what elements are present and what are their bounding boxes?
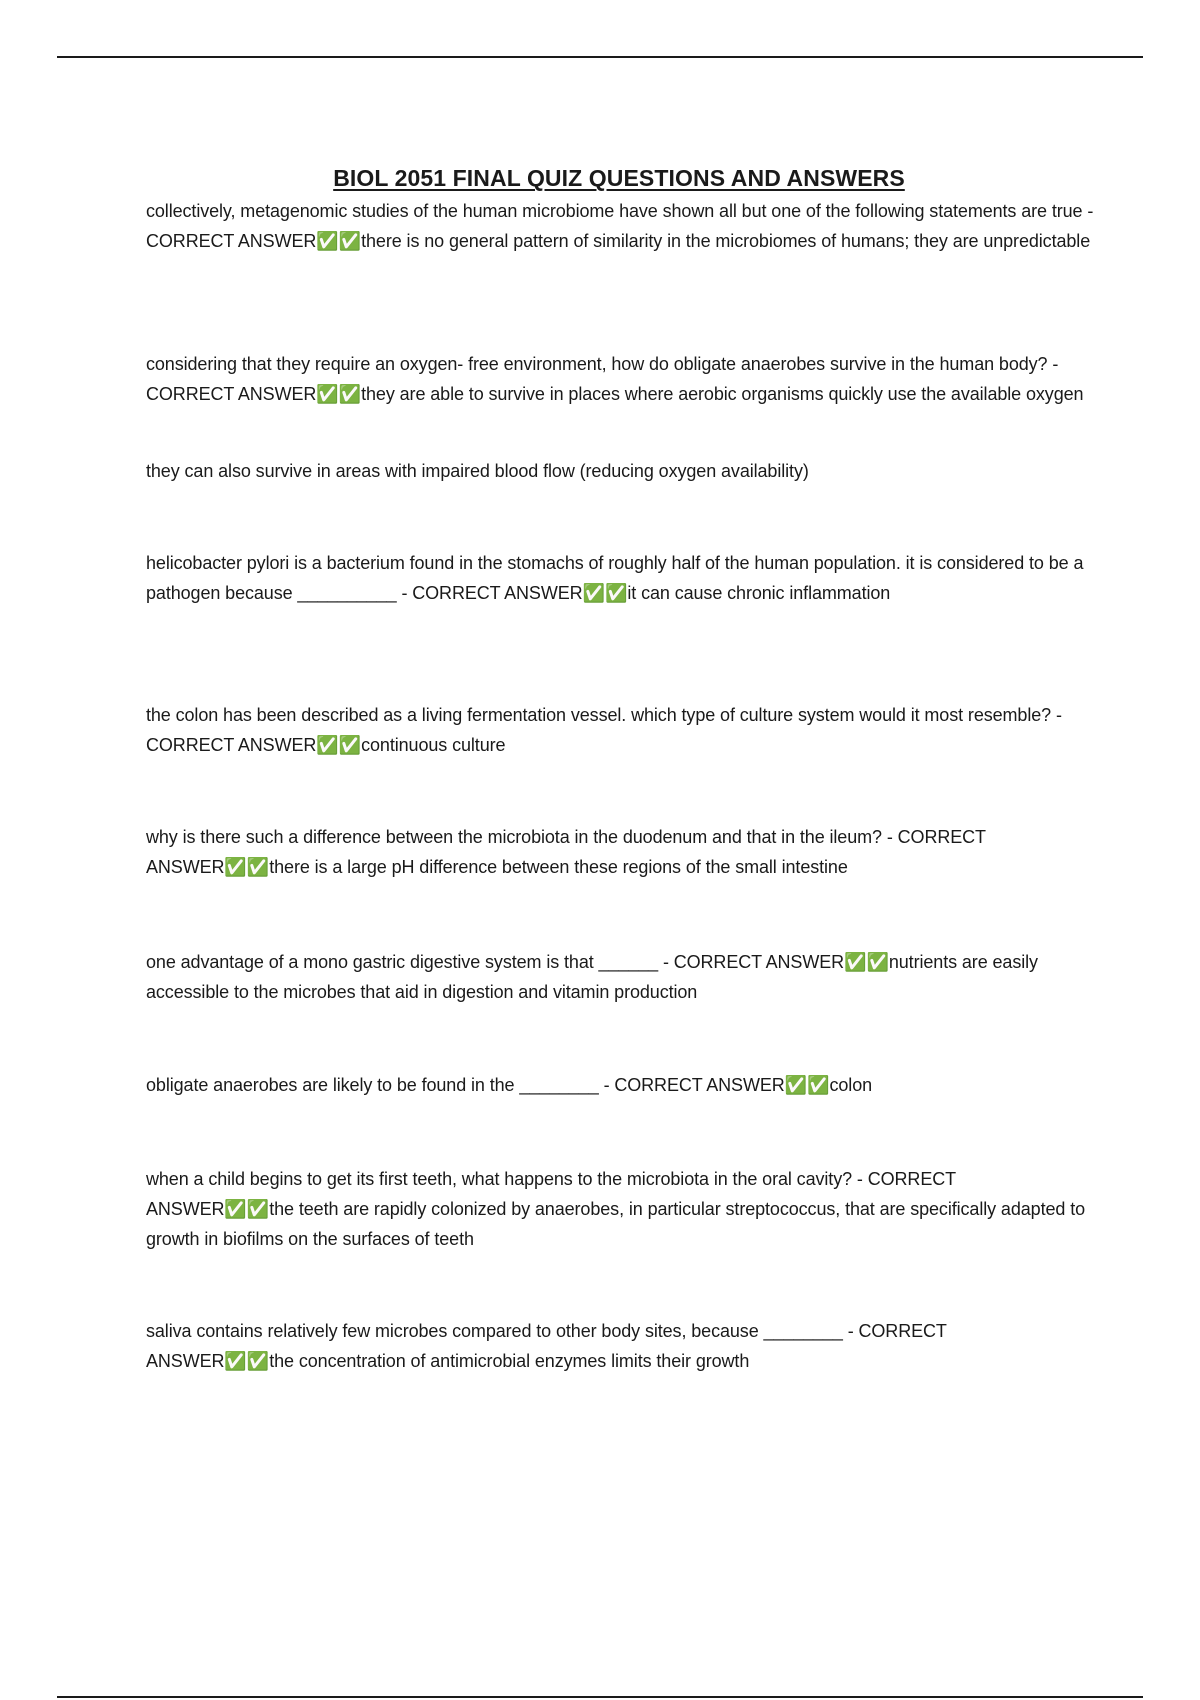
qa-item [146, 700, 1096, 760]
checkmark-icon: ✅✅ [224, 1199, 270, 1219]
answer-text: nutrients are easily accessible to the microbes that aid in digestion and vitamin production [146, 952, 1038, 1002]
checkmark-icon: ✅✅ [224, 1351, 270, 1371]
answer-marker: - CORRECT ANSWER [603, 1075, 785, 1095]
answer-text: the concentration of antimicrobial enzymes limits their growth [269, 1351, 750, 1371]
answer-marker: - CORRECT ANSWER [146, 201, 1094, 251]
qa-item [146, 822, 1096, 882]
answer-marker: - CORRECT ANSWER [146, 705, 1062, 755]
question-text: considering that they require an oxygen- free environment, how do obligate anaerobes survive in the human body? [146, 354, 1048, 374]
answer-marker: - CORRECT ANSWER [146, 827, 986, 877]
answer-text: there is no general pattern of similarity in the microbiomes of humans; they are unpredictable [361, 231, 1091, 251]
question-text: collectively, metagenomic studies of the human microbiome have shown all but one of the following statements are true [146, 201, 1083, 221]
answer-text: colon [829, 1075, 873, 1095]
answer-marker: - CORRECT ANSWER [146, 1169, 956, 1219]
answer-text: the teeth are rapidly colonized by anaerobes, in particular streptococcus, that are specifically adapted to growth in biofilms on the surfaces of teeth [146, 1199, 1086, 1249]
answer-text: it can cause chronic inflammation [627, 583, 891, 603]
checkmark-icon: ✅✅ [784, 1075, 830, 1095]
checkmark-icon: ✅✅ [316, 231, 362, 251]
qa-extra-line: they can also survive in areas with impaired blood flow (reducing oxygen availability) [146, 461, 809, 481]
qa-item [146, 196, 1096, 256]
document-title: BIOL 2051 FINAL QUIZ QUESTIONS AND ANSWERS [333, 165, 905, 192]
question-text: helicobacter pylori is a bacterium found in the stomachs of roughly half of the human population. it is considered to be a pathogen because __________ [146, 553, 1084, 603]
bottom-rule [57, 1696, 1143, 1698]
answer-marker: - CORRECT ANSWER [146, 1321, 947, 1371]
question-text: when a child begins to get its first teeth, what happens to the microbiota in the oral cavity? [146, 1169, 853, 1189]
question-text: saliva contains relatively few microbes compared to other body sites, because ________ [146, 1321, 843, 1341]
checkmark-icon: ✅✅ [844, 952, 889, 972]
question-text: one advantage of a mono gastric digestive system is that ______ [146, 952, 659, 972]
checkmark-icon: ✅✅ [316, 735, 362, 755]
qa-item [146, 1070, 1096, 1100]
qa-item [146, 349, 1096, 409]
qa-item [146, 1316, 1096, 1376]
qa-item [146, 548, 1096, 608]
question-text: obligate anaerobes are likely to be found in the ________ [146, 1075, 599, 1095]
checkmark-icon: ✅✅ [582, 583, 628, 603]
question-text: why is there such a difference between the microbiota in the duodenum and that in the ileum? [146, 827, 882, 847]
checkmark-icon: ✅✅ [224, 857, 270, 877]
answer-marker: - CORRECT ANSWER [401, 583, 583, 603]
top-rule [57, 56, 1143, 58]
qa-item [146, 947, 1096, 1007]
answer-marker: - CORRECT ANSWER [662, 952, 845, 972]
answer-text: there is a large pH difference between these regions of the small intestine [269, 857, 848, 877]
answer-text: continuous culture [361, 735, 506, 755]
question-text: the colon has been described as a living fermentation vessel. which type of culture system would it most resemble? [146, 705, 1052, 725]
answer-marker: - CORRECT ANSWER [146, 354, 1059, 404]
qa-item [146, 1164, 1096, 1254]
checkmark-icon: ✅✅ [316, 384, 362, 404]
answer-text: they are able to survive in places where aerobic organisms quickly use the available oxygen [361, 384, 1084, 404]
